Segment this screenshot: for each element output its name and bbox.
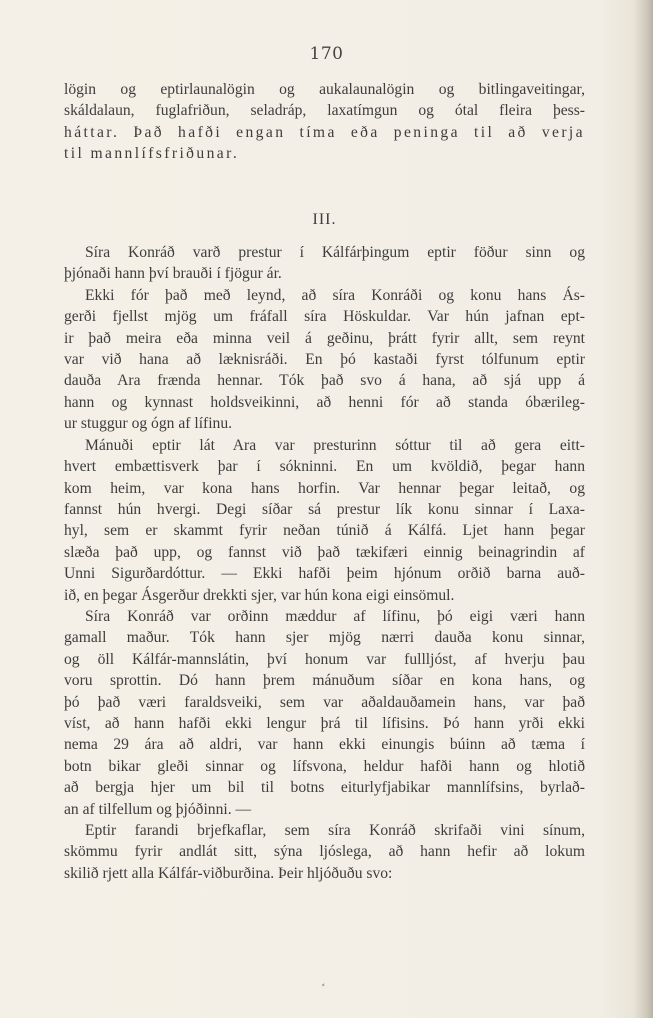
text-line: dauða Ara frænda hennar. Tók það svo á hana, að sjá upp á (64, 372, 585, 390)
text-line: lögin og eptirlaunalögin og aukalaunalögin og bitlingaveitingar, (64, 81, 585, 98)
page-number: 170 (309, 44, 344, 64)
text-line: og öll Kálfár-mannslátin, því honum var fullljóst, af hverju þau (64, 650, 585, 668)
text-line: var við hana að læknisráði. En þó kastaði fyrst tólfunum eptir (64, 351, 585, 369)
text-line: víst, að hann hafði ekki lengur þrá til lífisins. Þó hann yrði ekki (64, 714, 585, 732)
text-line: Ekki fór það með leynd, að síra Konráði og konu hans Ás- (85, 286, 585, 304)
text-line: Mánuði eptir lát Ara var presturinn sóttur til að gera eitt- (85, 436, 585, 454)
text-line: hvert embættisverk þar í sókninni. En um kvöldið, þegar hann (64, 458, 585, 476)
text-line: hyl, sem er skammt fyrir neðan túnið á Kálfá. Ljet hann þegar (64, 522, 585, 540)
text-line: þó það væri faraldsveiki, sem var aðaldauðamein hans, var það (64, 693, 585, 711)
text-line-spaced: háttar. Það hafði engan tíma eða peninga til að verja (64, 123, 585, 141)
text-line: ur stuggur og ógn af lífinu. (64, 415, 233, 433)
text-line: hann og kynnast holdsveikinni, að henni fór að standa óbærileg- (64, 393, 585, 411)
stray-print-mark: ⸗ (322, 980, 325, 989)
text-line: ið, en þegar Ásgerður drekkti sjer, var hún kona eigi einsömul. (64, 586, 455, 604)
paragraph (64, 435, 585, 606)
text-line: gamall maður. Tók hann sjer mjög nærri dauða konu sinnar, (64, 629, 585, 647)
section-heading: III. (312, 210, 337, 228)
text-line: að bergja hjer um bil til botns eiturlyfjabikar mannlífsins, byrlað- (64, 779, 585, 797)
text-line: Síra Konráð varð prestur í Kálfárþingum eptir föður sinn og (85, 244, 585, 262)
text-line: skömmu fyrir andlát sitt, sýna ljóslega, að hann hefir að lokum (64, 843, 585, 861)
paragraph (64, 285, 585, 435)
text-line: slæða það upp, og fannst við það tækifæri einnig beinagrindin af (64, 543, 585, 561)
paragraph (64, 606, 585, 820)
text-line-spaced: til mannlífsfriðunar. (64, 145, 240, 163)
text-line: gerði fjellst mjög um fráfall síra Höskuldar. Var hún jafnan ept- (64, 308, 585, 326)
text-line: skilið rjett alla Kálfár-viðburðina. Þeir hljóðuðu svo: (64, 864, 393, 882)
text-line: fannst hún hvergi. Degi síðar sá prestur lík konu sinnar í Laxa- (64, 500, 585, 518)
text-line: Eptir farandi brjefkaflar, sem síra Konráð skrifaði vini sínum, (85, 822, 585, 839)
text-line: þjónaði hann því brauði í fjögur ár. (64, 265, 282, 283)
text-line: voru sprottin. Dó hann þrem mánuðum síðar en kona hans, og (64, 672, 585, 690)
paragraph (64, 242, 585, 285)
paragraph (64, 820, 585, 884)
text-line: ir það meira eða minna veil á geðinu, þrátt fyrir allt, sem reynt (64, 329, 585, 347)
body-text (64, 79, 585, 884)
text-line: botn bikar gleði sinnar og lífsvona, heldur hafði hann og hlotið (64, 757, 585, 775)
text-line: an af tilfellum og þjóðinni. — (64, 800, 252, 818)
text-line: kom heim, var kona hans horfin. Var hennar þegar leitað, og (64, 479, 585, 497)
text-line: skáldalaun, fuglafriðun, seladráp, laxatímgun og ótal fleira þess- (64, 102, 585, 120)
text-line: Unni Sigurðardóttur. — Ekki hafði þeim hjónum orðið barna auð- (64, 565, 585, 583)
text-line: Síra Konráð var orðinn mæddur af lífinu, þó eigi væri hann (85, 607, 585, 625)
text-line: nema 29 ára að aldri, var hann ekki einungis búinn að tæma í (64, 736, 585, 754)
